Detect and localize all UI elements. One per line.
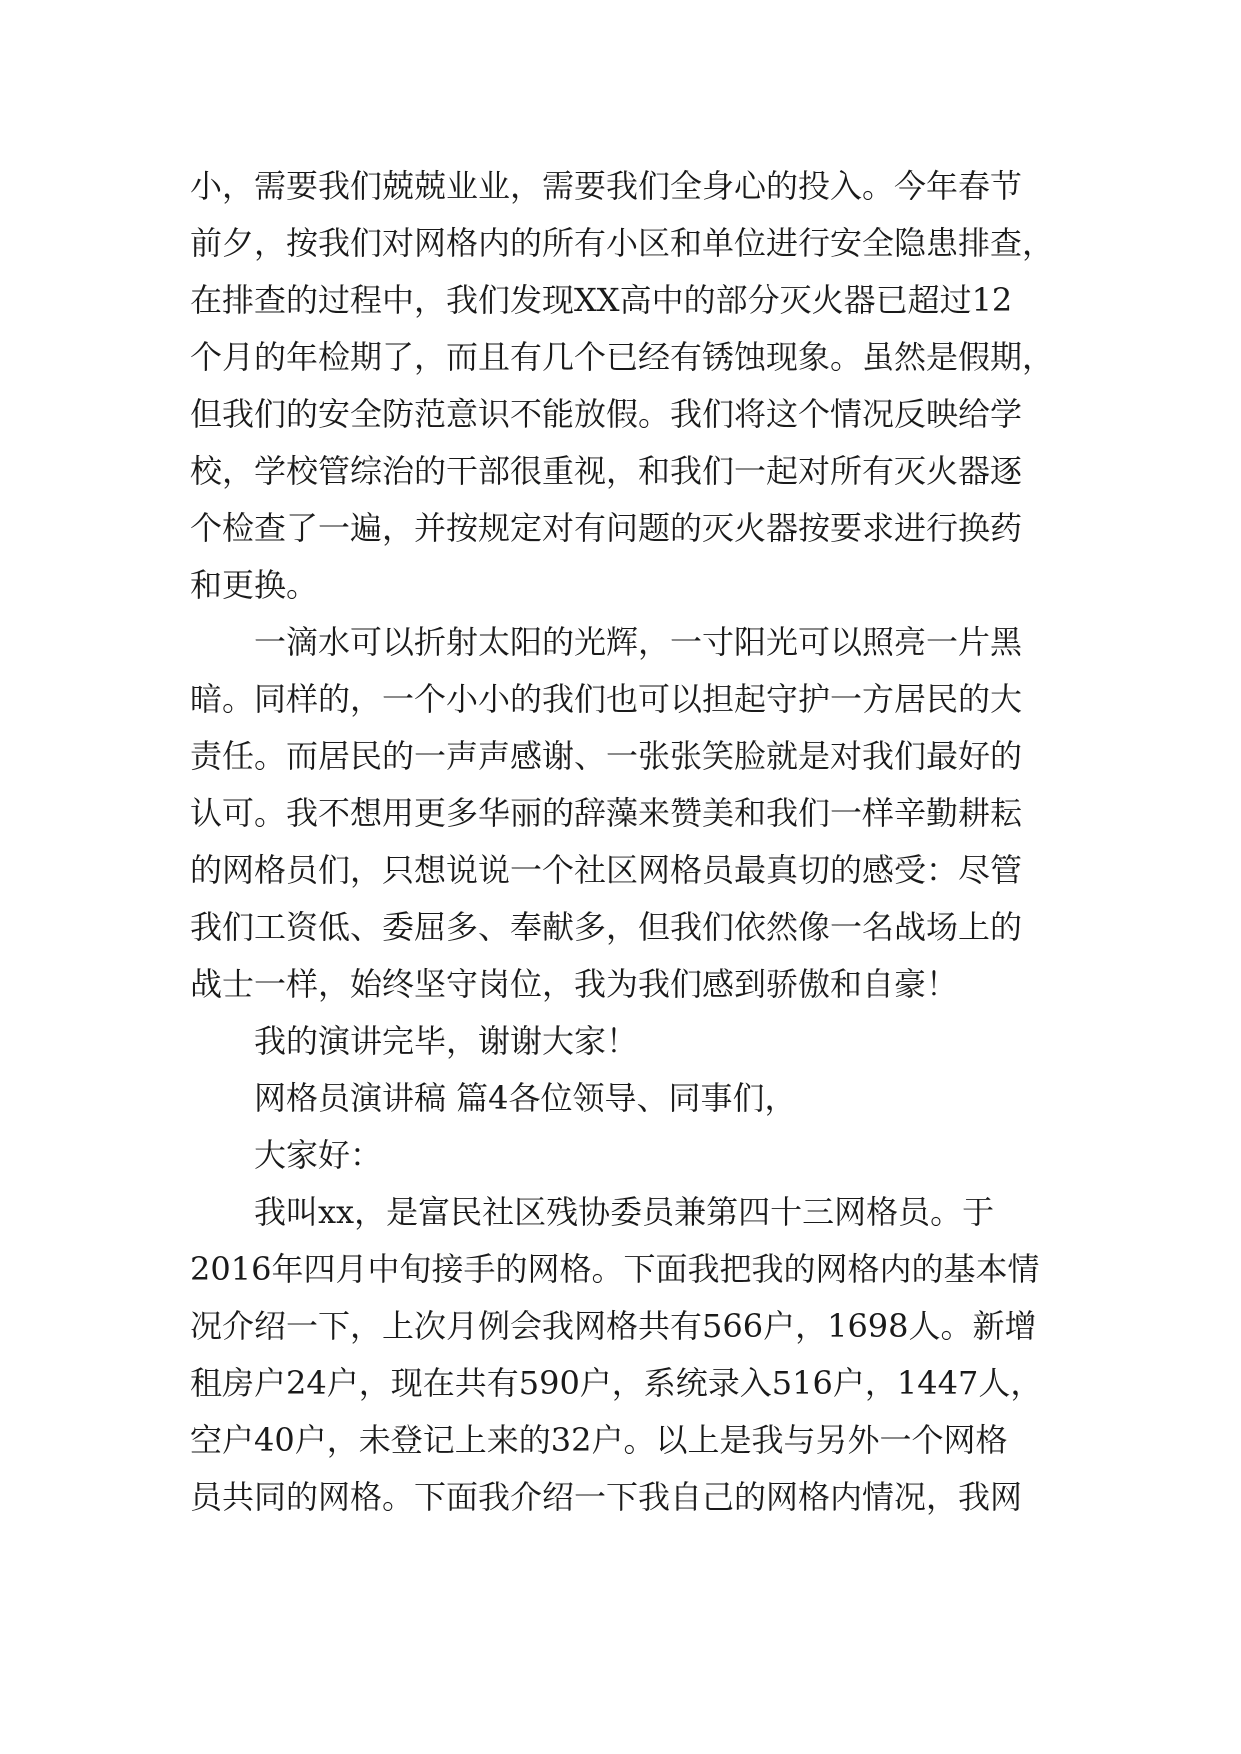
text-line: 但我们的安全防范意识不能放假。我们将这个情况反映给学	[190, 395, 1023, 433]
paragraph-start-line: 我叫xx，是富民社区残协委员兼第四十三网格员。于	[254, 1193, 995, 1231]
closing-line: 我的演讲完毕，谢谢大家！	[254, 1022, 639, 1060]
section-heading: 网格员演讲稿 篇4各位领导、同事们，	[254, 1079, 797, 1117]
text-line: 2016年四月中旬接手的网格。下面我把我的网格内的基本情	[190, 1250, 1040, 1288]
text-line: 租房户24户，现在共有590户，系统录入516户，1447人，	[190, 1364, 1043, 1402]
paragraph-start-line: 一滴水可以折射太阳的光辉，一寸阳光可以照亮一片黑	[254, 623, 1023, 661]
text-line: 在排查的过程中，我们发现XX高中的部分灭火器已超过12	[190, 281, 1013, 319]
text-line: 和更换。	[190, 566, 319, 604]
text-line: 战士一样，始终坚守岗位，我为我们感到骄傲和自豪！	[190, 965, 959, 1003]
text-line: 员共同的网格。下面我介绍一下我自己的网格内情况，我网	[190, 1478, 1023, 1516]
text-line: 责任。而居民的一声声感谢、一张张笑脸就是对我们最好的	[190, 737, 1023, 775]
text-line: 我们工资低、委屈多、奉献多，但我们依然像一名战场上的	[190, 908, 1023, 946]
greeting-line: 大家好：	[254, 1136, 383, 1174]
text-line: 前夕，按我们对网格内的所有小区和单位进行安全隐患排查，	[190, 224, 1055, 262]
text-line: 况介绍一下，上次月例会我网格共有566户，1698人。新增	[190, 1307, 1037, 1345]
text-line: 小，需要我们兢兢业业，需要我们全身心的投入。今年春节	[190, 167, 1023, 205]
text-line: 空户40户，未登记上来的32户。以上是我与另外一个网格	[190, 1421, 1008, 1459]
text-line: 个月的年检期了，而且有几个已经有锈蚀现象。虽然是假期，	[190, 338, 1055, 376]
text-line: 校，学校管综治的干部很重视，和我们一起对所有灭火器逐	[190, 452, 1023, 490]
text-line: 的网格员们，只想说说一个社区网格员最真切的感受：尽管	[190, 851, 1023, 889]
document-body	[190, 158, 1100, 1526]
text-line: 暗。同样的，一个小小的我们也可以担起守护一方居民的大	[190, 680, 1023, 718]
text-line: 认可。我不想用更多华丽的辞藻来赞美和我们一样辛勤耕耘	[190, 794, 1023, 832]
text-line: 个检查了一遍，并按规定对有问题的灭火器按要求进行换药	[190, 509, 1023, 547]
